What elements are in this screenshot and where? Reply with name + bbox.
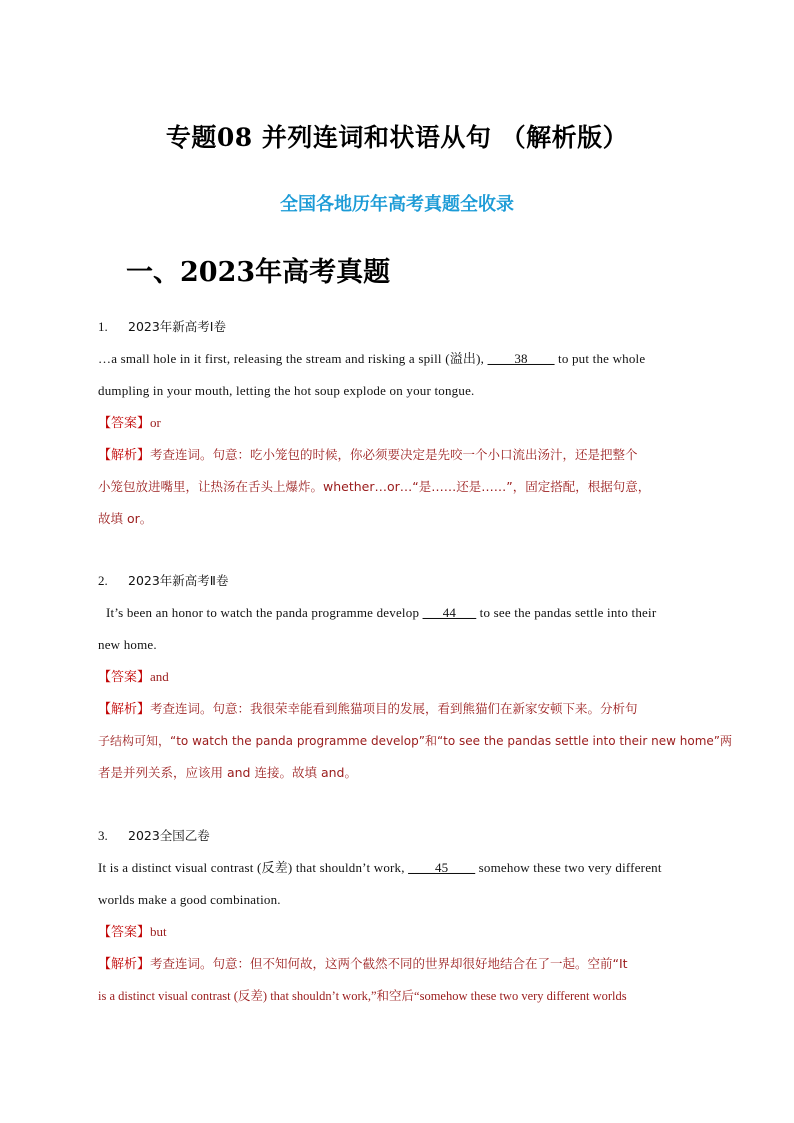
- question-source: 2023全国乙卷: [128, 828, 210, 843]
- question-text-continued: worlds make a good combination.: [98, 892, 281, 907]
- question-text: It is a distinct visual contrast (反差) that shouldn’t work, ____45____ somehow these two very different: [98, 860, 662, 875]
- question-number: 2.: [98, 573, 108, 588]
- question-2: [98, 565, 732, 789]
- question-text: It’s been an honor to watch the panda programme develop ___44___ to see the pandas settle into their: [106, 605, 657, 620]
- analysis-label: 【解析】: [98, 957, 151, 972]
- answer-value: but: [150, 924, 167, 939]
- answer-label: 【答案】: [98, 925, 151, 940]
- question-source: 2023年新高考Ⅱ卷: [128, 573, 229, 588]
- analysis-line: [98, 948, 708, 980]
- question-number: 3.: [98, 828, 108, 843]
- analysis-text: 考查连词。句意：我很荣幸能看到熊猫项目的发展，看到熊猫们在新家安顿下来。分析句: [150, 701, 638, 716]
- analysis-text: 考查连词。句意：吃小笼包的时候，你必须要决定是先咬一个小口流出汤汁，还是把整个: [150, 447, 638, 462]
- answer-label: 【答案】: [98, 416, 151, 431]
- question-1: [98, 311, 708, 535]
- question-header: [98, 311, 708, 343]
- answer-label: 【答案】: [98, 670, 151, 685]
- document-title: 专题08 并列连词和状语从句 （解析版）: [165, 123, 629, 152]
- document-subtitle: 全国各地历年高考真题全收录: [280, 194, 514, 215]
- answer-blank: ___44___: [422, 605, 477, 620]
- analysis-text: 小笼包放进嘴里，让热汤在舌头上爆炸。whether…or…“是……还是……”，固定搭配，根据句意，: [98, 479, 651, 494]
- answer-value: or: [150, 415, 161, 430]
- question-text-continued: new home.: [98, 637, 157, 652]
- answer-blank: ____38____: [487, 351, 555, 366]
- analysis-line: [98, 693, 708, 725]
- section-heading: 一、2023年高考真题: [126, 257, 391, 288]
- answer-line: [98, 407, 708, 439]
- analysis-text: 者是并列关系，应该用 and 连接。故填 and。: [98, 765, 357, 780]
- question-text-continued: dumpling in your mouth, letting the hot soup explode on your tongue.: [98, 383, 475, 398]
- analysis-text: 子结构可知，“to watch the panda programme develop”和“to see the pandas settle into their new home”两: [98, 734, 732, 748]
- question-3: [98, 820, 708, 1012]
- question-source: 2023年新高考Ⅰ卷: [128, 319, 226, 334]
- analysis-text: is a distinct visual contrast (反差) that shouldn’t work,”和空后“somehow these two very different worlds: [98, 989, 627, 1003]
- question-text: …a small hole in it first, releasing the stream and risking a spill (溢出), ____38____ to put the whole: [98, 351, 646, 366]
- answer-blank: ____45____: [408, 860, 476, 875]
- question-header: [98, 820, 708, 852]
- answer-value: and: [150, 669, 169, 684]
- analysis-line: [98, 439, 708, 471]
- analysis-text: 故填 or。: [98, 511, 153, 526]
- question-number: 1.: [98, 319, 108, 334]
- analysis-label: 【解析】: [98, 448, 151, 463]
- analysis-text: 考查连词。句意：但不知何故，这两个截然不同的世界却很好地结合在了一起。空前“It: [150, 956, 628, 971]
- answer-line: [98, 661, 708, 693]
- analysis-label: 【解析】: [98, 702, 151, 717]
- question-header: [98, 565, 708, 597]
- answer-line: [98, 916, 708, 948]
